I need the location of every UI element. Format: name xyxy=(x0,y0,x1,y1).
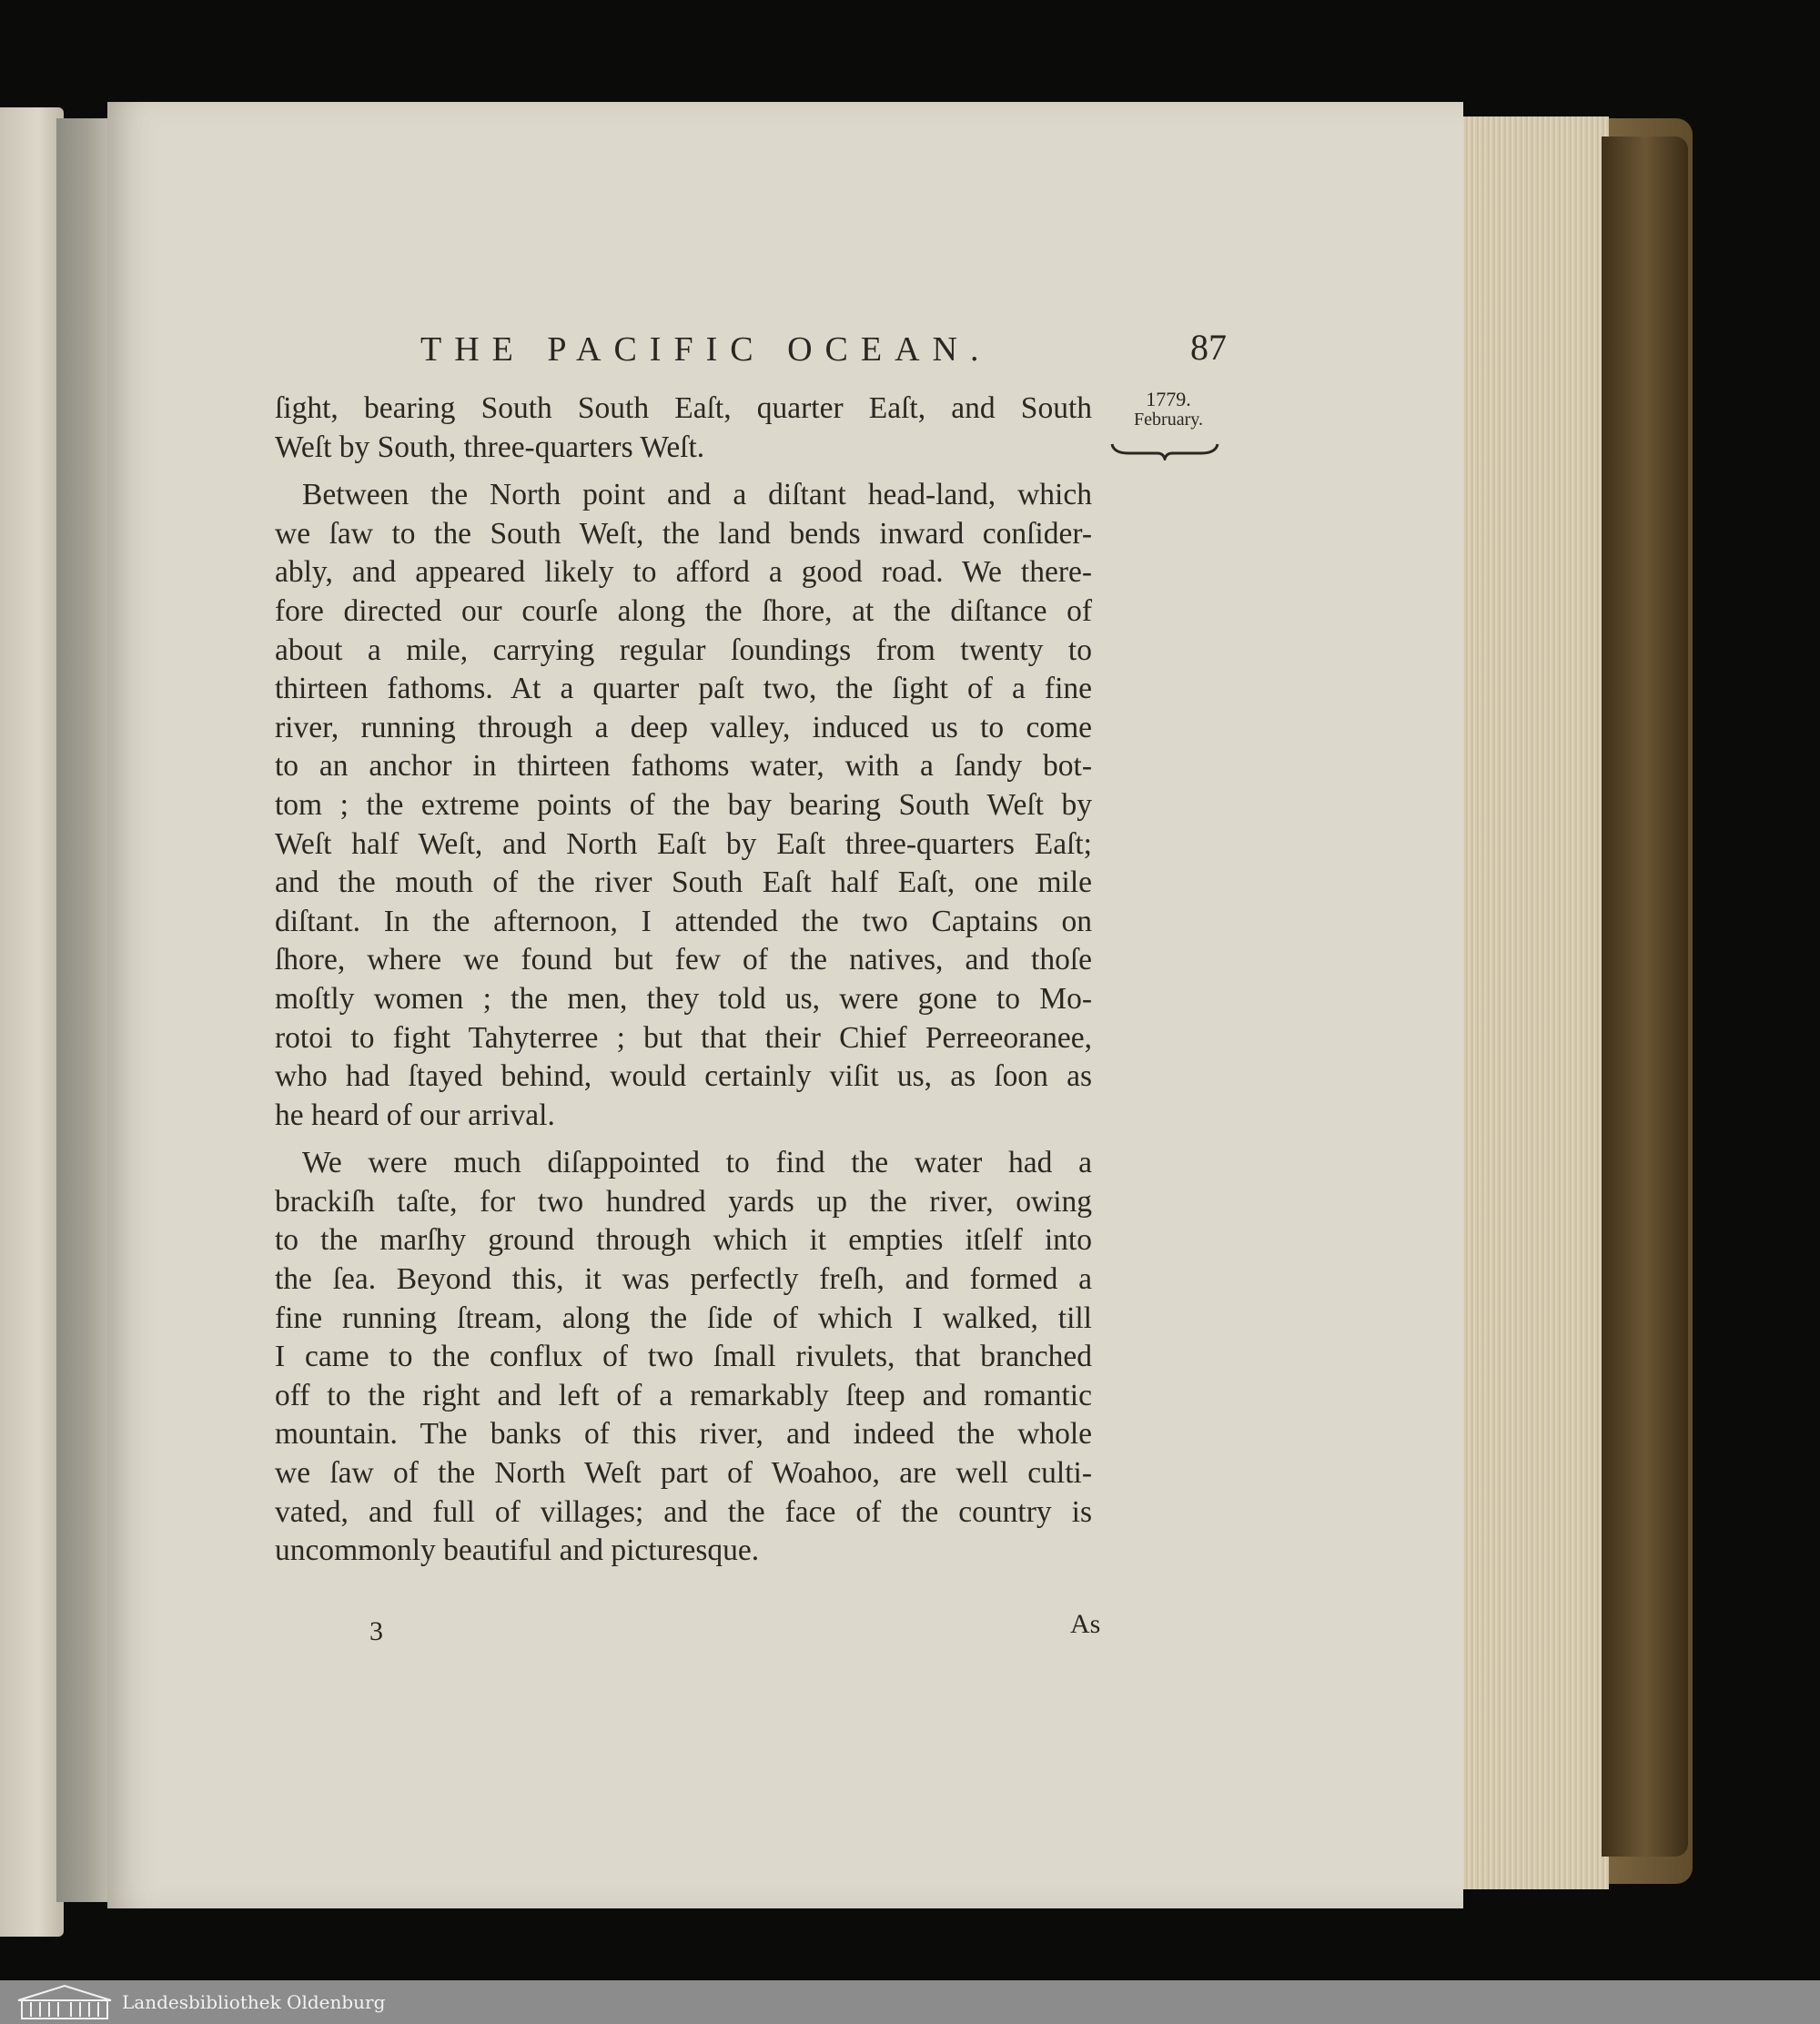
text-line: river, running through a deep valley, induced us to come xyxy=(275,710,1092,744)
text-line: moſtly women ; the men, they told us, were gone to Mo- xyxy=(275,981,1092,1016)
text-line: brackiſh taſte, for two hundred yards up the river, owing xyxy=(275,1184,1092,1219)
library-name: Landesbibliothek Oldenburg xyxy=(122,1991,386,2013)
text-line: diſtant. In the afternoon, I attended the two Captains on xyxy=(275,904,1092,938)
text-line: who had ſtayed behind, would certainly viſit us, as ſoon as xyxy=(275,1059,1092,1094)
signature-mark: 3 xyxy=(369,1616,383,1646)
text-line: about a mile, carrying regular ſoundings from twenty to xyxy=(275,632,1092,667)
margin-note-year: 1779. xyxy=(1146,388,1191,410)
footer-bar xyxy=(0,1980,1820,2024)
text-line: and the mouth of the river South Eaſt half Eaſt, one mile xyxy=(275,865,1092,900)
left-page-edge xyxy=(0,107,64,1937)
text-line: tom ; the extreme points of the bay bearing South Weſt by xyxy=(275,787,1092,822)
text-line: mountain. The banks of this river, and indeed the whole xyxy=(275,1417,1092,1452)
text-line: thirteen fathoms. At a quarter paſt two, the ſight of a fine xyxy=(275,672,1092,706)
paragraph-2 xyxy=(275,476,1092,1135)
paragraph-1 xyxy=(275,390,1092,467)
text-line: Weſt half Weſt, and North Eaſt by Eaſt three-quarters Eaſt; xyxy=(275,826,1092,861)
text-line: Between the North point and a diſtant head-land, which xyxy=(302,478,1092,512)
page-block-edges xyxy=(1454,116,1609,1889)
text-line: ſhore, where we found but few of the natives, and thoſe xyxy=(275,943,1092,977)
text-line: I came to the conflux of two ſmall rivulets, that branched xyxy=(275,1340,1092,1374)
text-line: ably, and appeared likely to afford a good road. We there- xyxy=(275,555,1092,590)
text-line: he heard of our arrival. xyxy=(275,1098,555,1132)
running-head-title: THE PACIFIC OCEAN. xyxy=(420,330,992,369)
text-line: we ſaw to the South Weſt, the land bends inward conſider- xyxy=(275,516,1092,551)
text-line: to the marſhy ground through which it empties itſelf into xyxy=(275,1223,1092,1258)
cover-spine-edge xyxy=(1602,137,1688,1857)
margin-note-date xyxy=(1117,390,1219,430)
text-line: fine running ſtream, along the ſide of which I walked, till xyxy=(275,1300,1092,1335)
page-number: 87 xyxy=(1190,327,1227,368)
library-building-icon xyxy=(15,1984,115,2020)
body-text xyxy=(275,390,1092,1571)
text-line: ſight, bearing South South Eaſt, quarter Eaſt, and South xyxy=(275,391,1092,425)
text-line: We were much diſappointed to find the water had a xyxy=(302,1146,1092,1180)
brace-icon xyxy=(1110,440,1219,460)
text-line: to an anchor in thirteen fathoms water, with a ſandy bot- xyxy=(275,749,1092,784)
text-line: rotoi to fight Tahyterree ; but that their Chief Perreeoranee, xyxy=(275,1020,1092,1055)
gutter-shadow xyxy=(56,118,113,1902)
text-line: we ſaw of the North Weſt part of Woahoo, are well culti- xyxy=(275,1456,1092,1491)
text-line: fore directed our courſe along the ſhore, at the diſtance of xyxy=(275,593,1092,628)
text-line: the ſea. Beyond this, it was perfectly freſh, and formed a xyxy=(275,1262,1092,1297)
text-line: off to the right and left of a remarkably ſteep and romantic xyxy=(275,1378,1092,1412)
text-line: Weſt by South, three-quarters Weſt. xyxy=(275,430,705,464)
margin-note-month: February. xyxy=(1134,410,1203,430)
paragraph-3 xyxy=(275,1144,1092,1571)
catchword: As xyxy=(1070,1609,1101,1639)
text-line: vated, and full of villages; and the face of the country is xyxy=(275,1494,1092,1529)
text-line: uncommonly beautiful and picturesque. xyxy=(275,1533,760,1568)
